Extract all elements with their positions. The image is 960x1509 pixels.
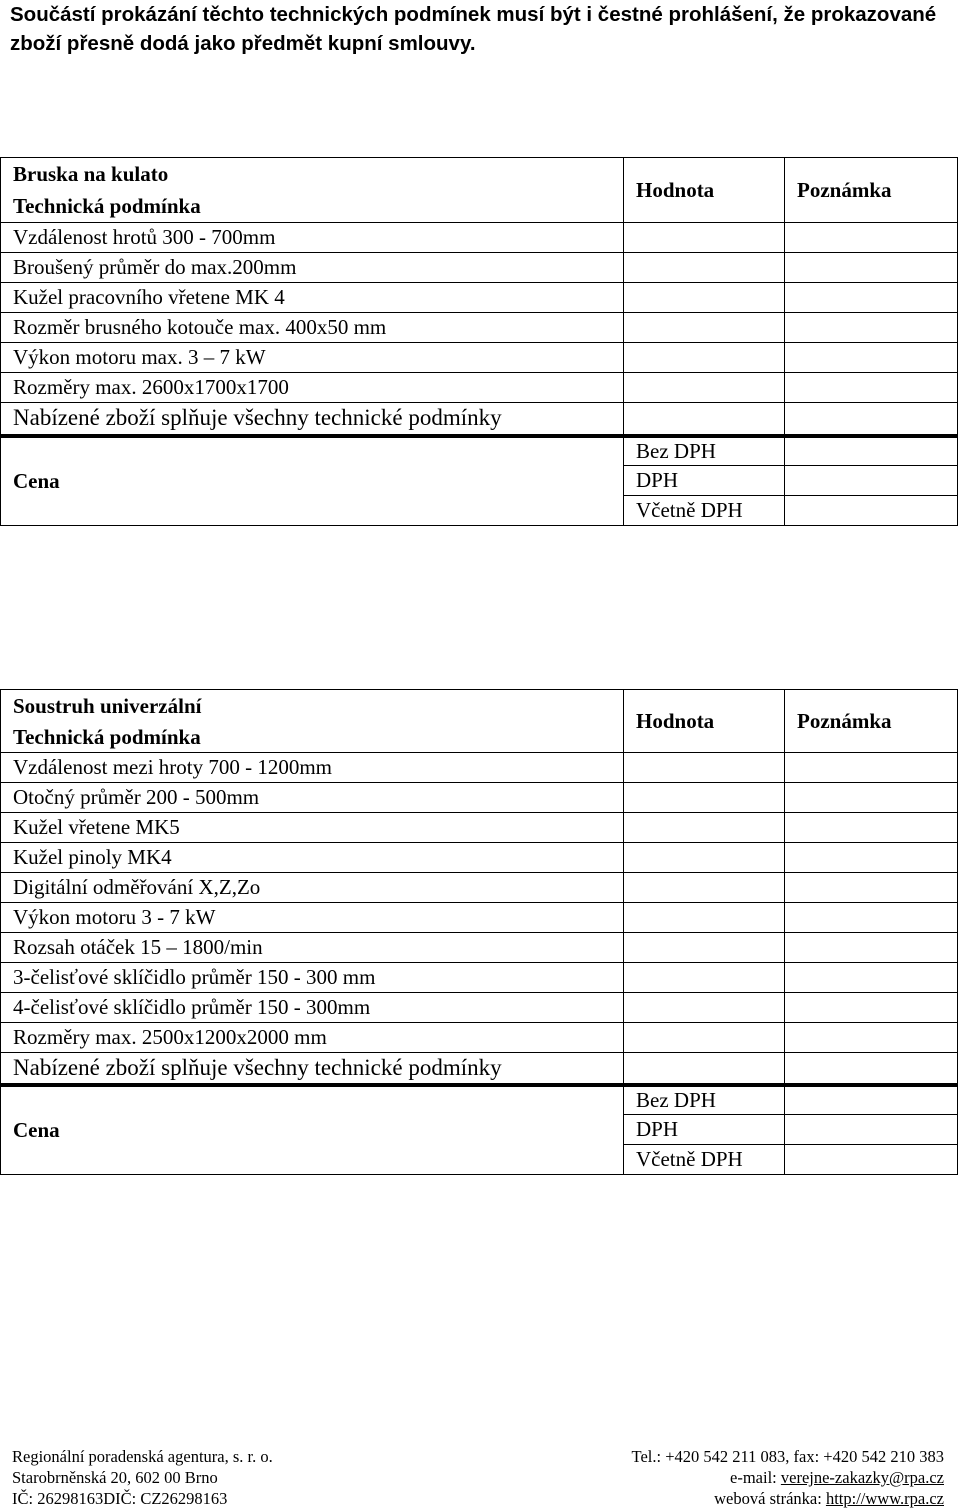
condition-row: Vzdálenost hrotů 300 - 700mm [1, 223, 624, 253]
value-cell[interactable] [624, 753, 785, 783]
condition-row: Rozměr brusného kotouče max. 400x50 mm [1, 313, 624, 343]
value-cell[interactable] [624, 223, 785, 253]
note-cell[interactable] [785, 933, 958, 963]
note-cell[interactable] [785, 903, 958, 933]
value-cell[interactable] [624, 813, 785, 843]
note-cell[interactable] [785, 993, 958, 1023]
condition-row: Výkon motoru 3 - 7 kW [1, 903, 624, 933]
subtitle-technical-condition: Technická podmínka [1, 192, 624, 223]
footer-company: Regionální poradenská agentura, s. r. o. [12, 1447, 273, 1466]
condition-row: Rozsah otáček 15 – 1800/min [1, 933, 624, 963]
value-cell[interactable] [624, 253, 785, 283]
footer-email-link[interactable]: verejne-zakazky@rpa.cz [780, 1468, 944, 1487]
footer-email-label: e-mail: [730, 1468, 781, 1487]
col-header-note: Poznámka [785, 158, 958, 223]
note-cell[interactable] [785, 313, 958, 343]
footer-address: Starobrněnská 20, 602 00 Brno [12, 1468, 218, 1487]
value-cell[interactable] [624, 343, 785, 373]
value-cell[interactable] [624, 903, 785, 933]
price-note-cell[interactable] [785, 1145, 958, 1175]
footer-web-link[interactable]: http://www.rpa.cz [825, 1489, 944, 1508]
footer-phone: Tel.: +420 542 211 083, fax: +420 542 210 383 [631, 1447, 944, 1466]
value-cell[interactable] [624, 843, 785, 873]
subtitle-technical-condition: Technická podmínka [1, 723, 624, 753]
value-cell[interactable] [624, 993, 785, 1023]
note-cell[interactable] [785, 343, 958, 373]
price-row-label: Bez DPH [624, 436, 785, 466]
footer-web [714, 1488, 944, 1509]
note-cell[interactable] [785, 373, 958, 403]
price-row-label: Včetně DPH [624, 496, 785, 526]
note-cell[interactable] [785, 1023, 958, 1053]
price-row-label: Bez DPH [624, 1085, 785, 1115]
condition-row: 4-čelisťové sklíčidlo průměr 150 - 300mm [1, 993, 624, 1023]
value-cell[interactable] [624, 313, 785, 343]
table-title: Bruska na kulato [1, 158, 624, 192]
price-note-cell[interactable] [785, 1115, 958, 1145]
value-cell[interactable] [624, 1023, 785, 1053]
note-cell[interactable] [785, 1053, 958, 1085]
price-label: Cena [1, 1085, 624, 1175]
footer-ids: IČ: 26298163DIČ: CZ26298163 [12, 1489, 228, 1508]
note-cell[interactable] [785, 253, 958, 283]
condition-row: Kužel pracovního vřetene MK 4 [1, 283, 624, 313]
col-header-value: Hodnota [624, 158, 785, 223]
table-title: Soustruh univerzální [1, 690, 624, 723]
note-cell[interactable] [785, 963, 958, 993]
value-cell[interactable] [624, 403, 785, 436]
price-label: Cena [1, 436, 624, 526]
condition-row: Vzdálenost mezi hroty 700 - 1200mm [1, 753, 624, 783]
compliance-row: Nabízené zboží splňuje všechny technické podmínky [1, 403, 624, 436]
footer-web-label: webová stránka: [714, 1489, 826, 1508]
note-cell[interactable] [785, 283, 958, 313]
col-header-note: Poznámka [785, 690, 958, 753]
note-cell[interactable] [785, 403, 958, 436]
price-note-cell[interactable] [785, 1085, 958, 1115]
value-cell[interactable] [624, 783, 785, 813]
spec-table-lathe [0, 689, 958, 1175]
condition-row: Rozměry max. 2500x1200x2000 mm [1, 1023, 624, 1053]
value-cell[interactable] [624, 283, 785, 313]
intro-statement: Součástí prokázání těchto technických podmínek musí být i čestné prohlášení, že prokazované zboží přesně dodá jako předmět kupní smlouvy. [10, 3, 937, 55]
condition-row: 3-čelisťové sklíčidlo průměr 150 - 300 mm [1, 963, 624, 993]
value-cell[interactable] [624, 1053, 785, 1085]
value-cell[interactable] [624, 373, 785, 403]
condition-row: Kužel vřetene MK5 [1, 813, 624, 843]
footer-email [730, 1467, 944, 1488]
value-cell[interactable] [624, 933, 785, 963]
note-cell[interactable] [785, 873, 958, 903]
compliance-row: Nabízené zboží splňuje všechny technické podmínky [1, 1053, 624, 1085]
value-cell[interactable] [624, 963, 785, 993]
price-row-label: DPH [624, 1115, 785, 1145]
price-row-label: DPH [624, 466, 785, 496]
note-cell[interactable] [785, 223, 958, 253]
condition-row: Digitální odměřování X,Z,Zo [1, 873, 624, 903]
price-row-label: Včetně DPH [624, 1145, 785, 1175]
price-note-cell[interactable] [785, 496, 958, 526]
spec-table-grinder [0, 157, 958, 526]
note-cell[interactable] [785, 843, 958, 873]
value-cell[interactable] [624, 873, 785, 903]
condition-row: Rozměry max. 2600x1700x1700 [1, 373, 624, 403]
note-cell[interactable] [785, 813, 958, 843]
condition-row: Otočný průměr 200 - 500mm [1, 783, 624, 813]
price-note-cell[interactable] [785, 466, 958, 496]
note-cell[interactable] [785, 753, 958, 783]
price-note-cell[interactable] [785, 436, 958, 466]
col-header-value: Hodnota [624, 690, 785, 753]
condition-row: Výkon motoru max. 3 – 7 kW [1, 343, 624, 373]
page-footer [0, 1446, 960, 1509]
condition-row: Broušený průměr do max.200mm [1, 253, 624, 283]
condition-row: Kužel pinoly MK4 [1, 843, 624, 873]
note-cell[interactable] [785, 783, 958, 813]
